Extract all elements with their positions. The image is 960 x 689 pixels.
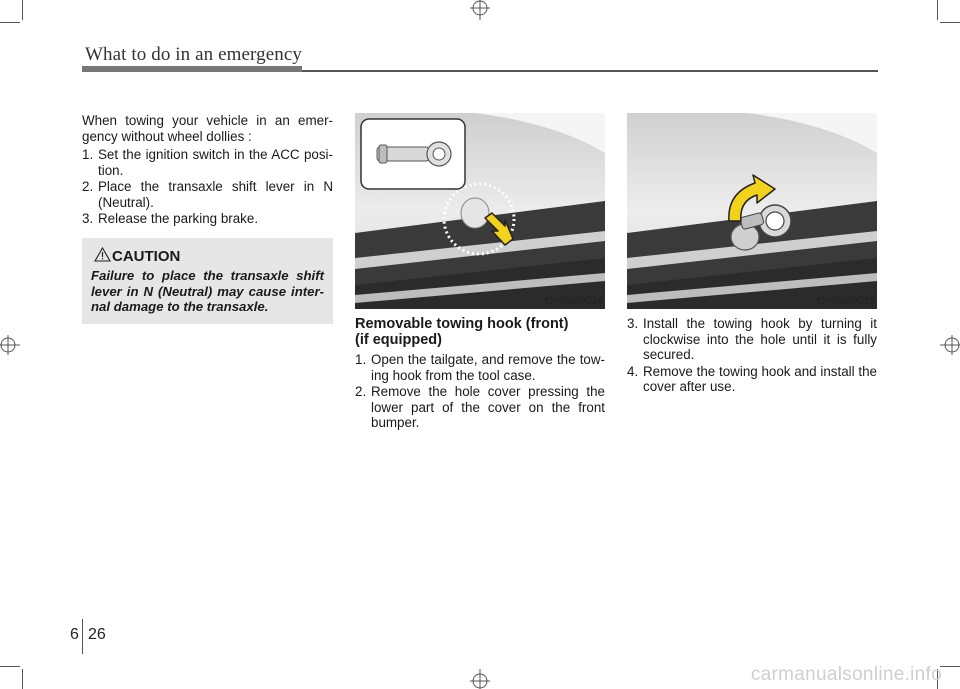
list-item: 3. Install the towing hook by turning it clockwise into the hole until it is fully secured. <box>627 316 877 362</box>
caution-text: Failure to place the transaxle shift lever in N (Neutral) may cause inter-nal damage to the transaxle. <box>91 268 324 314</box>
list-item: 4. Remove the towing hook and install the cover after use. <box>627 363 877 394</box>
crop-mark <box>0 666 20 667</box>
footer-divider <box>82 619 83 654</box>
hook-steps-list-continued <box>627 316 877 395</box>
figure-install-hook <box>627 113 877 309</box>
hook-steps-list <box>355 352 605 431</box>
chapter-number: 6 <box>70 626 79 643</box>
registration-mark-bottom <box>468 665 492 689</box>
crop-mark <box>22 0 23 20</box>
caution-box <box>82 238 333 324</box>
bumper-hook-illustration <box>627 113 877 309</box>
list-item: 1. Open the tailgate, and remove the tow-ing hook from the tool case. <box>355 352 605 383</box>
crop-mark <box>940 666 960 667</box>
registration-mark-right <box>936 333 960 357</box>
crop-mark <box>940 22 960 23</box>
towing-steps-list <box>82 147 333 227</box>
caution-title: CAUTION <box>112 248 181 265</box>
list-item: 2. Place the transaxle shift lever in N (Neutral). <box>82 179 333 210</box>
figure-code: OYN069014 <box>545 295 603 307</box>
crop-mark <box>22 669 23 689</box>
registration-mark-left <box>0 333 24 357</box>
section-title: What to do in an emergency <box>85 44 302 65</box>
page-number: 26 <box>88 626 106 643</box>
list-item: 1. Set the ignition switch in the ACC posi-tion. <box>82 147 333 178</box>
crop-mark <box>0 22 20 23</box>
list-item: 3. Release the parking brake. <box>82 211 259 226</box>
list-item: 2. Remove the hole cover pressing the lower part of the cover on the front bumper. <box>355 384 605 430</box>
crop-mark <box>937 0 938 20</box>
warning-triangle-icon <box>94 247 111 262</box>
right-column <box>627 316 877 396</box>
watermark: carmanualsonline.info <box>750 664 942 685</box>
section-heading: Removable towing hook (front) <box>355 316 569 332</box>
figure-remove-hole-cover <box>355 113 605 309</box>
middle-column <box>355 316 605 432</box>
registration-mark-top <box>468 0 492 24</box>
header-rule <box>302 70 878 72</box>
header-bar <box>82 66 302 72</box>
figure-code: OYN069015 <box>817 295 875 307</box>
bumper-illustration <box>355 113 605 309</box>
intro-paragraph: When towing your vehicle in an emer-gency without wheel dollies : <box>82 113 333 144</box>
left-column <box>82 113 333 228</box>
section-heading-qualifier: (if equipped) <box>355 332 442 348</box>
